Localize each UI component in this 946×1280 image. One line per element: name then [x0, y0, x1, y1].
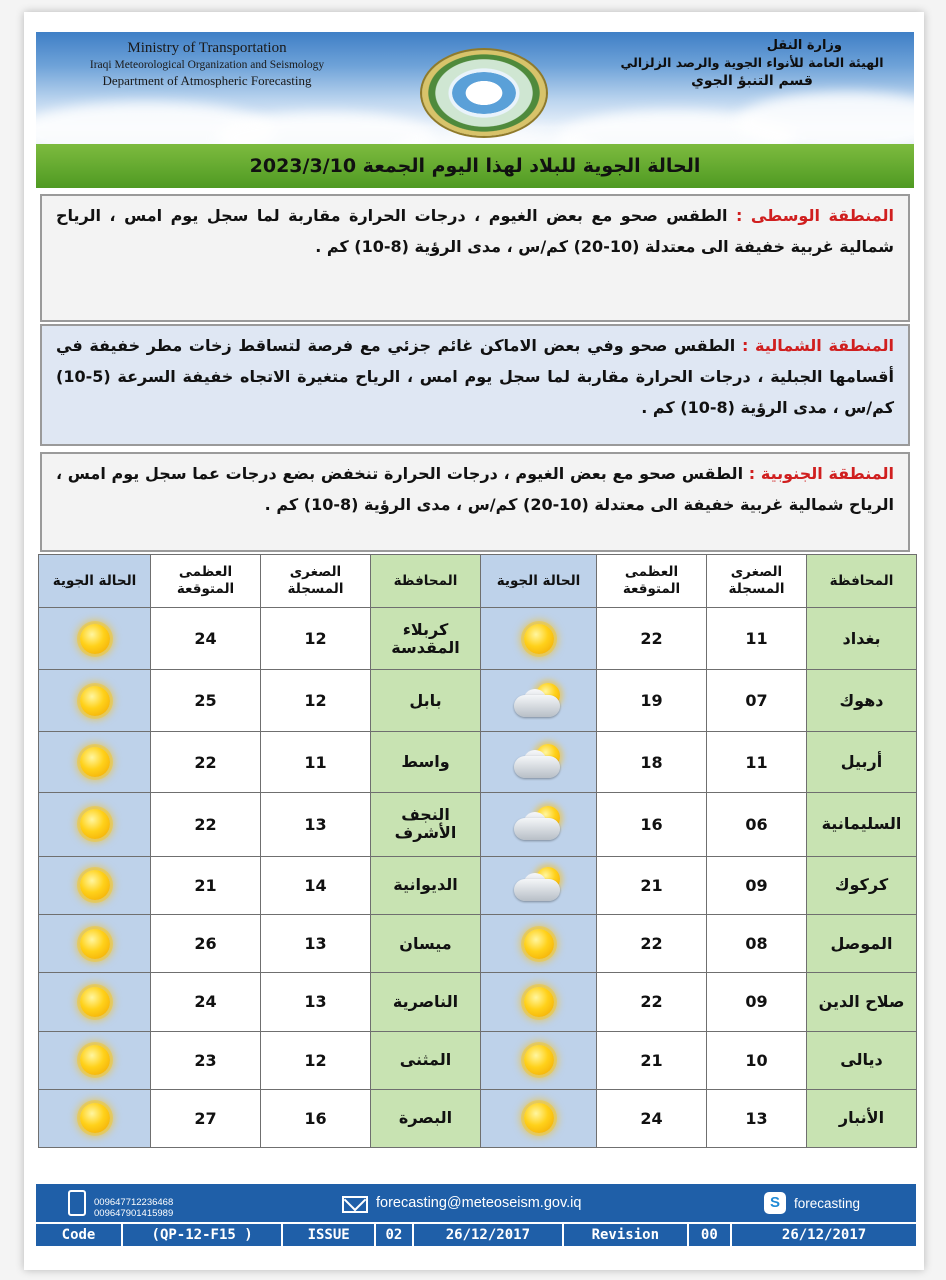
max-temp: 23: [151, 1031, 261, 1089]
sun-icon: [66, 982, 124, 1022]
province-name: ديالى: [807, 1031, 917, 1089]
sun-icon: [510, 924, 568, 964]
document-code-bar: [36, 1223, 916, 1246]
province-name: الأنبار: [807, 1089, 917, 1147]
header-max: العظمى المتوقعة: [597, 555, 707, 608]
phone-number-1: 009647712236468: [94, 1197, 174, 1208]
min-temp: 13: [261, 792, 371, 856]
issue-date: 26/12/2017: [414, 1224, 564, 1246]
min-temp: 07: [707, 670, 807, 732]
weather-condition: [39, 973, 151, 1031]
weather-condition: [481, 792, 597, 856]
min-temp: 11: [707, 608, 807, 670]
header-province: المحافظة: [371, 555, 481, 608]
issue-number: 02: [376, 1224, 414, 1246]
header-condition: الحالة الجوية: [481, 555, 597, 608]
weather-condition: [39, 915, 151, 973]
max-temp: 22: [597, 608, 707, 670]
min-temp: 13: [261, 915, 371, 973]
min-temp: 11: [261, 732, 371, 792]
min-temp: 08: [707, 915, 807, 973]
header-min: الصغرى المسجلة: [261, 555, 371, 608]
sun-icon: [510, 1098, 568, 1138]
page-title: الحالة الجوية للبلاد لهذا اليوم الجمعة 2023/3/10: [249, 155, 701, 177]
sun-icon: [66, 681, 124, 721]
sun-icon: [66, 804, 124, 844]
min-temp: 12: [261, 1031, 371, 1089]
phone-number-2: 009647901415989: [94, 1208, 174, 1219]
max-temp: 24: [151, 973, 261, 1031]
province-name: كركوك: [807, 856, 917, 914]
region-text: الطقس صحو وفي بعض الاماكن غائم جزئي مع فرصة لتساقط زخات مطر خفيفة في أقسامها الجبلية ، درجات الحرارة مقاربة لما سجل يوم امس ، الرياح متغيرة الاتجاه خفيفة السرعة (5-10) كم/س ، مدى الرؤية (8-10) كم .: [56, 336, 894, 417]
issue-label: ISSUE: [283, 1224, 376, 1246]
max-temp: 21: [597, 1031, 707, 1089]
sun-icon: [66, 619, 124, 659]
partly-cloudy-icon: [510, 865, 568, 905]
weather-condition: [481, 608, 597, 670]
max-temp: 22: [151, 792, 261, 856]
min-temp: 09: [707, 856, 807, 914]
max-temp: 27: [151, 1089, 261, 1147]
sun-icon: [510, 1040, 568, 1080]
department-name-en: Department of Atmospheric Forecasting: [102, 73, 312, 88]
table-row: [39, 915, 917, 973]
weather-condition: [39, 1031, 151, 1089]
province-name: ميسان: [371, 915, 481, 973]
province-name: بغداد: [807, 608, 917, 670]
max-temp: 21: [151, 856, 261, 914]
sun-icon: [66, 1040, 124, 1080]
code-value: (QP-12-F15 ): [123, 1224, 283, 1246]
weather-condition: [481, 915, 597, 973]
min-temp: 10: [707, 1031, 807, 1089]
skype-handle[interactable]: forecasting: [794, 1196, 861, 1211]
min-temp: 06: [707, 792, 807, 856]
organization-name-en: Iraqi Meteorological Organization and Seismology: [89, 59, 325, 71]
partly-cloudy-icon: [510, 681, 568, 721]
sun-icon: [66, 865, 124, 905]
province-name: الناصرية: [371, 973, 481, 1031]
forecast-table: [38, 554, 917, 1148]
header-min: الصغرى المسجلة: [707, 555, 807, 608]
region-name: المنطقة الوسطى :: [736, 206, 895, 225]
region-name: المنطقة الشمالية :: [741, 336, 895, 355]
sun-icon: [66, 742, 124, 782]
province-name: صلاح الدين: [807, 973, 917, 1031]
table-row: [39, 973, 917, 1031]
ministry-name-en: Ministry of Transportation: [127, 40, 287, 56]
weather-condition: [481, 670, 597, 732]
region-south: [40, 452, 910, 552]
title-bar: [36, 144, 914, 188]
province-name: النجف الأشرف: [371, 792, 481, 856]
max-temp: 19: [597, 670, 707, 732]
region-central: [40, 194, 910, 322]
weather-condition: [481, 1031, 597, 1089]
province-name: البصرة: [371, 1089, 481, 1147]
phone-icon: [68, 1190, 86, 1216]
province-name: دهوك: [807, 670, 917, 732]
table-row: [39, 792, 917, 856]
region-name: المنطقة الجنوبية :: [748, 464, 895, 483]
weather-condition: [481, 973, 597, 1031]
min-temp: 12: [261, 670, 371, 732]
revision-date: 26/12/2017: [781, 1227, 867, 1243]
min-temp: 11: [707, 732, 807, 792]
partly-cloudy-icon: [510, 804, 568, 844]
table-row: [39, 670, 917, 732]
min-temp: 16: [261, 1089, 371, 1147]
max-temp: 21: [597, 856, 707, 914]
table-row: [39, 1031, 917, 1089]
max-temp: 18: [597, 732, 707, 792]
sun-icon: [510, 619, 568, 659]
min-temp: 14: [261, 856, 371, 914]
region-north: [40, 324, 910, 446]
department-name-ar: قسم التنبؤ الجوي: [691, 73, 813, 89]
max-temp: 24: [597, 1089, 707, 1147]
weather-condition: [39, 792, 151, 856]
weather-condition: [39, 608, 151, 670]
min-temp: 13: [707, 1089, 807, 1147]
province-name: المثنى: [371, 1031, 481, 1089]
table-row: [39, 732, 917, 792]
min-temp: 13: [261, 973, 371, 1031]
weather-condition: [39, 670, 151, 732]
organization-name-ar: الهيئة العامة للأنواء الجوية والرصد الزلزالي: [620, 55, 884, 70]
province-name: الموصل: [807, 915, 917, 973]
sun-icon: [66, 924, 124, 964]
ministry-name-ar: وزارة النقل: [766, 38, 842, 53]
max-temp: 24: [151, 608, 261, 670]
table-row: [39, 608, 917, 670]
weather-condition: [39, 856, 151, 914]
weather-condition: [39, 732, 151, 792]
max-temp: 22: [597, 973, 707, 1031]
header-arabic: [602, 38, 902, 89]
code-label: Code: [36, 1224, 123, 1246]
weather-condition: [481, 1089, 597, 1147]
phone-numbers: [94, 1197, 173, 1219]
mail-icon: [342, 1196, 368, 1213]
header-province: المحافظة: [807, 555, 917, 608]
weather-condition: [481, 856, 597, 914]
header-max: العظمى المتوقعة: [151, 555, 261, 608]
province-name: واسط: [371, 732, 481, 792]
min-temp: 09: [707, 973, 807, 1031]
region-text: الطقس صحو مع بعض الغيوم ، درجات الحرارة مقاربة لما سجل يوم امس ، الرياح شمالية غربية خفيفة الى معتدلة (10-20) كم/س ، مدى الرؤية (8-10) كم .: [56, 206, 894, 256]
max-temp: 22: [597, 915, 707, 973]
header-banner: [36, 32, 914, 144]
sun-icon: [510, 982, 568, 1022]
email-address[interactable]: forecasting@meteoseism.gov.iq: [376, 1195, 582, 1211]
sun-icon: [66, 1098, 124, 1138]
province-name: الديوانية: [371, 856, 481, 914]
partly-cloudy-icon: [510, 742, 568, 782]
max-temp: 26: [151, 915, 261, 973]
table-row: [39, 856, 917, 914]
province-name: كربلاء المقدسة: [371, 608, 481, 670]
min-temp: 12: [261, 608, 371, 670]
region-text: الطقس صحو مع بعض الغيوم ، درجات الحرارة تنخفض بضع درجات عما سجل يوم امس ، الرياح شمالية غربية خفيفة الى معتدلة (10-20) كم/س ، مدى الرؤية (8-10) كم .: [56, 464, 894, 514]
province-name: أربيل: [807, 732, 917, 792]
revision-number: 00: [689, 1224, 733, 1246]
table-header-row: [39, 555, 917, 608]
organization-logo: [422, 50, 546, 136]
revision-label: Revision: [564, 1224, 689, 1246]
header-english: [42, 40, 372, 89]
table-row: [39, 1089, 917, 1147]
skype-icon: S: [764, 1192, 786, 1214]
footer-contact-bar: [36, 1184, 916, 1222]
max-temp: 16: [597, 792, 707, 856]
province-name: السليمانية: [807, 792, 917, 856]
max-temp: 25: [151, 670, 261, 732]
weather-condition: [39, 1089, 151, 1147]
max-temp: 22: [151, 732, 261, 792]
province-name: بابل: [371, 670, 481, 732]
header-condition: الحالة الجوية: [39, 555, 151, 608]
weather-condition: [481, 732, 597, 792]
